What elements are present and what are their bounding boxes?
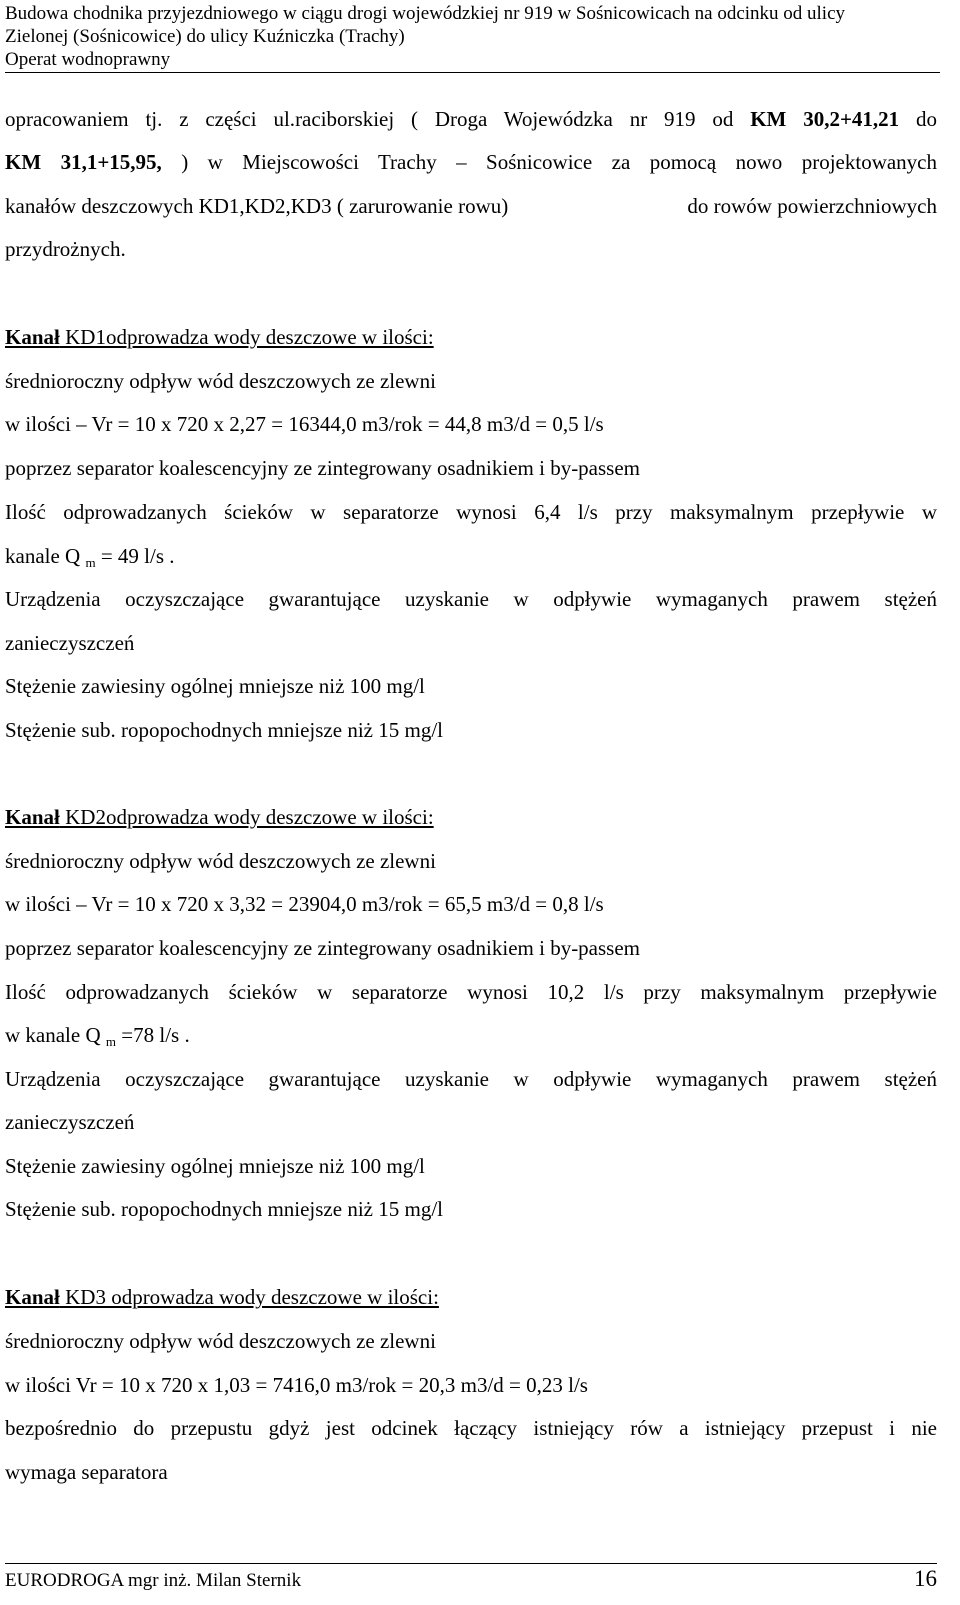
intro-text: opracowaniem tj. z części ul.: [5, 107, 296, 131]
intro-text: do: [899, 107, 938, 131]
kd3-line-1: średnioroczny odpływ wód deszczowych ze zlewni: [5, 1329, 436, 1353]
kd3-line-4: wymaga separatora: [5, 1460, 168, 1484]
kd3-heading: [5, 1284, 937, 1310]
kd1-line-8: Stężenie zawiesiny ogólnej mniejsze niż 100 mg/l: [5, 674, 425, 698]
kd2-line-1: średnioroczny odpływ wód deszczowych ze zlewni: [5, 849, 436, 873]
kd2-line-3: poprzez separator koalescencyjny ze zintegrowany osadnikiem i by-passem: [5, 936, 641, 960]
kd1-line-3: poprzez separator koalescencyjny ze zintegrowany osadnikiem i by-passem: [5, 456, 641, 480]
page-header: [5, 2, 940, 73]
kd2-line-5: [5, 1022, 937, 1055]
kd2-label: Kanał: [5, 805, 60, 829]
intro-text: do rowów powierzchniowych: [687, 194, 937, 218]
kd3-label: Kanał: [5, 1285, 60, 1309]
kd2-heading: [5, 804, 937, 830]
kd1-flow-label: kanale Q: [5, 544, 86, 568]
intro-text: kanałów deszczowych KD1,KD2,KD3 ( zarurowanie rowu): [5, 194, 509, 218]
kd2-flow-subscript: m: [105, 1034, 117, 1049]
kd1-line-6: Urządzenia oczyszczające gwarantujące uzyskanie w odpływie wymaganych prawem stężeń: [5, 587, 937, 611]
kd3-line-3: bezpośrednio do przepustu gdyż jest odcinek łączący istniejący rów a istniejący przepust i nie: [5, 1416, 937, 1440]
kd1-line-9: Stężenie sub. ropopochodnych mniejsze niż 15 mg/l: [5, 718, 443, 742]
intro-text: raciborskiej ( Droga Wojewódzka nr 919 od: [295, 107, 751, 131]
intro-line-1: [5, 106, 937, 132]
kd3-line-2: w ilości Vr = 10 x 720 x 1,03 = 7416,0 m3/rok = 20,3 m3/d = 0,23 l/s: [5, 1373, 588, 1397]
page-footer: [5, 1566, 937, 1593]
header-title-line-1: Budowa chodnika przyjezdniowego w ciągu drogi wojewódzkiej nr 919 w Sośnicowicach na odcinku od ulicy: [5, 3, 846, 24]
kd2-flow-label: w kanale Q: [5, 1023, 106, 1047]
kd2-line-7: zanieczyszczeń: [5, 1110, 135, 1134]
intro-line-3: [5, 193, 937, 219]
kd1-heading: [5, 324, 937, 350]
footer-divider: [5, 1563, 937, 1564]
kd1-line-4: Ilość odprowadzanych ścieków w separatorze wynosi 6,4 l/s przy maksymalnym przepływie w: [5, 500, 937, 524]
kd1-flow-value: = 49 l/s .: [95, 544, 175, 568]
kd1-line-2: w ilości – Vr = 10 x 720 x 2,27 = 16344,0 m3/rok = 44,8 m3/d = 0,5 l/s: [5, 412, 604, 436]
header-title-line-2: Zielonej (Sośnicowice) do ulicy Kuźniczka (Trachy): [5, 26, 405, 47]
km-start: KM 30,2+41,21: [750, 107, 900, 131]
kd1-flow-subscript: m: [85, 555, 96, 570]
header-subtitle: Operat wodnoprawny: [5, 49, 171, 70]
kd2-line-6: Urządzenia oczyszczające gwarantujące uzyskanie w odpływie wymaganych prawem stężeń: [5, 1067, 937, 1091]
intro-line-4: przydrożnych.: [5, 237, 126, 261]
kd1-line-1: średnioroczny odpływ wód deszczowych ze zlewni: [5, 369, 436, 393]
kd2-flow-value: =78 l/s .: [116, 1023, 190, 1047]
kd2-heading-text: KD2odprowadza wody deszczowe w ilości:: [59, 805, 434, 829]
intro-text: ) w Miejscowości Trachy – Sośnicowice za pomocą nowo projektowanych: [161, 150, 938, 174]
kd1-heading-text: KD1odprowadza wody deszczowe w ilości:: [59, 325, 434, 349]
kd1-line-5: [5, 543, 937, 576]
kd2-line-8: Stężenie zawiesiny ogólnej mniejsze niż 100 mg/l: [5, 1154, 425, 1178]
page-number: 16: [914, 1566, 937, 1591]
kd2-line-4: Ilość odprowadzanych ścieków w separatorze wynosi 10,2 l/s przy maksymalnym przepływie: [5, 980, 937, 1004]
kd1-line-7: zanieczyszczeń: [5, 631, 135, 655]
kd1-label: Kanał: [5, 325, 60, 349]
kd2-line-2: w ilości – Vr = 10 x 720 x 3,32 = 23904,0 m3/rok = 65,5 m3/d = 0,8 l/s: [5, 892, 604, 916]
km-end: KM 31,1+15,95,: [5, 150, 162, 174]
kd2-line-9: Stężenie sub. ropopochodnych mniejsze niż 15 mg/l: [5, 1197, 443, 1221]
intro-line-2: [5, 149, 937, 175]
footer-author: EURODROGA mgr inż. Milan Sternik: [5, 1570, 302, 1591]
kd3-heading-text: KD3 odprowadza wody deszczowe w ilości:: [59, 1285, 439, 1309]
